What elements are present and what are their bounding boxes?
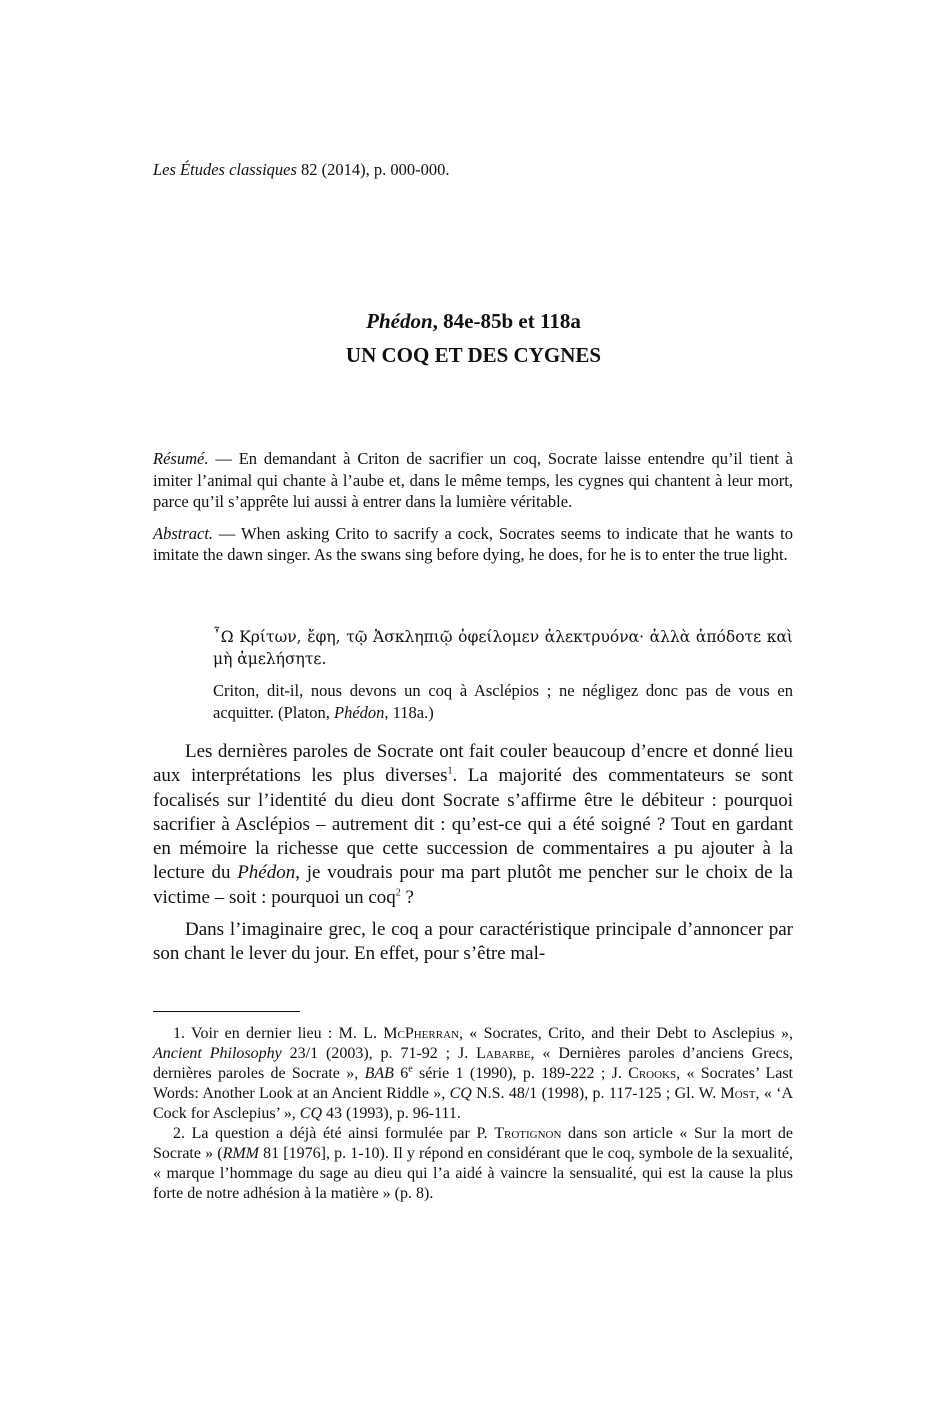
footnote-1: 1. Voir en dernier lieu : M. L. McPherran, « Socrates, Crito, and their Debt to Asclepius », Ancient Philosophy 23/1 (2003), p. 71-92 ; J. Labarbe, « Dernières paroles d’anciens Grecs, dernières paroles de Socrate », BAB 6e série 1 (1990), p. 189-222 ; J. Crooks, « Socrates’ Last Words: Another Look at an Ancient Riddle », CQ N.S. 48/1 (1998), p. 117-125 ; Gl. W. Most, « ‘A Cock for Asclepius’ », CQ 43 (1993), p. 96-111. (153, 1025, 794, 1122)
title-line-1 (0, 304, 947, 338)
abstract-label: Abstract. (153, 523, 214, 543)
journal-header (153, 159, 450, 181)
epigraph-translation: Criton, dit-il, nous devons un coq à Asclépios ; ne négligez donc pas de vous en acquitter. (Platon, Phédon, 118a.) (213, 681, 793, 722)
journal-name: Les Études classiques (153, 160, 297, 179)
footnote-ref-2: 2 (395, 887, 401, 899)
title-passages: , 84e-85b et 118a (432, 309, 581, 333)
title-line-2: UN COQ ET DES CYGNES (345, 343, 602, 367)
body-work: Phédon (237, 862, 296, 884)
epigraph-work: Phédon (333, 702, 385, 722)
journal-citation: 82 (2014), p. 000-000. (296, 160, 450, 179)
footnotes (153, 1024, 793, 1204)
footnote-divider (153, 1011, 300, 1012)
epigraph (213, 627, 793, 723)
epigraph-greek: ῏Ω Κρίτων, ἔφη, τῷ Ἀσκληπιῷ ὀφείλομεν ἀλεκτρυόνα· ἀλλὰ ἀπόδοτε καὶ μὴ ἀμελήσητε. (213, 628, 793, 668)
body-paragraph-1: Les dernières paroles de Socrate ont fait couler beaucoup d’encre et donné lieu aux interprétations les plus diverses$^1$. La majorité des commentateurs se sont focalisés sur l’identité du dieu dont Socrate s’affirme être le débiteur : pourquoi sacrifier à Asclépios – autrement dit : qu’est-ce qui a été soigné ? Tout en gardant en mémoire la richesse que cette succession de commentaires a pu ajouter à la lecture du Phédon, je voudrais pour ma part plutôt me pencher sur le choix de la victime – soit : pourquoi un coq$^2$ ? (153, 741, 793, 908)
footnote-ref-1: 1 (447, 765, 453, 777)
abstract-paragraph (153, 523, 793, 566)
abstract-text: — When asking Crito to sacrify a cock, Socrates seems to indicate that he wants to imitate the dawn singer. As the swans sing before dying, he does, for he is to enter the true light. (153, 523, 793, 564)
article-title (0, 304, 947, 372)
abstracts (153, 448, 793, 566)
resume-text: — En demandant à Criton de sacrifier un coq, Socrate laisse entendre qu’il tient à imiter l’animal qui chante à l’aube et, dans le même temps, les cygnes qui chantent à leur mort, parce qu’il s’apprête lui aussi à entrer dans la lumière véritable. (153, 449, 793, 511)
body-text (153, 740, 793, 967)
footnote-2: 2. La question a déjà été ainsi formulée par P. Trotignon dans son article « Sur la mort de Socrate » (RMM 81 [1976], p. 1-10). Il y répond en considérant que le coq, symbole de la sexualité, « marque l’hommage du sage au dieu qui l’a aidé à vaincre la sensualité, qui est la cause la plus forte de notre adhésion à la matière » (p. 8). (153, 1125, 794, 1202)
resume-label: Résumé. (153, 449, 209, 468)
body-paragraph-2: Dans l’imaginaire grec, le coq a pour caractéristique principale d’annoncer par son chant le lever du jour. En effet, pour s’être mal- (153, 919, 793, 965)
resume-paragraph (153, 448, 793, 513)
title-work: Phédon (366, 309, 433, 333)
